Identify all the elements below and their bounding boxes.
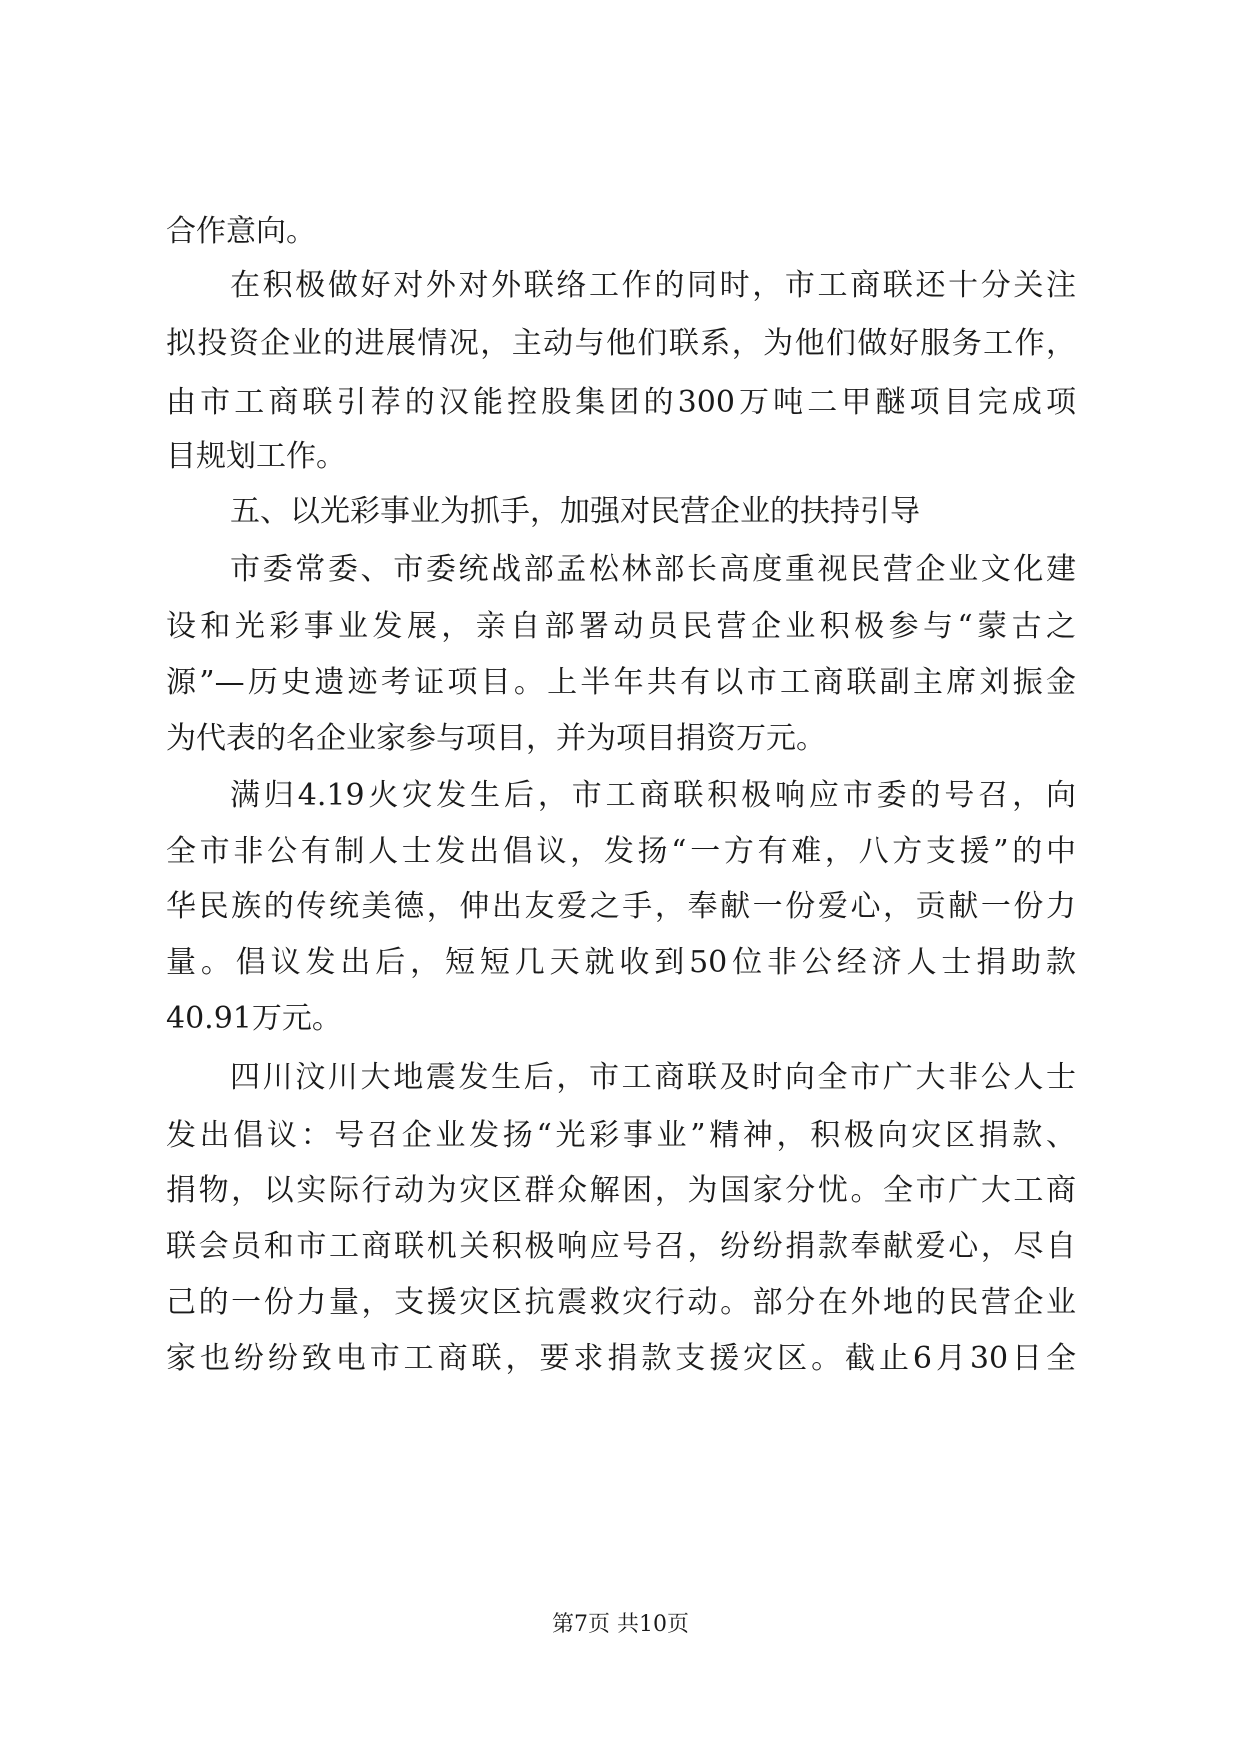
body-line: 设和光彩事业发展，亲自部署动员民营企业积极参与“蒙古之 [166,609,1076,644]
body-line: 市委常委、市委统战部孟松林部长高度重视民营企业文化建 [230,552,1076,587]
body-line: 满归4.19火灾发生后，市工商联积极响应市委的号召，向 [230,778,1076,813]
body-line: 捐物，以实际行动为灾区群众解困，为国家分忧。全市广大工商 [166,1173,1076,1208]
body-line: 量。倡议发出后，短短几天就收到50位非公经济人士捐助款 [166,945,1076,980]
page-number-footer: 第7页 共10页 [552,1612,689,1637]
body-line: 在积极做好对外对外联络工作的同时，市工商联还十分关注 [230,268,1076,303]
body-line: 己的一份力量，支援灾区抗震救灾行动。部分在外地的民营企业 [166,1285,1076,1320]
body-line: 源”—历史遗迹考证项目。上半年共有以市工商联副主席刘振金 [166,665,1076,700]
body-line: 目规划工作。 [166,439,346,474]
body-line: 发出倡议：号召企业发扬“光彩事业”精神，积极向灾区捐款、 [166,1118,1076,1153]
section-heading: 五、以光彩事业为抓手，加强对民营企业的扶持引导 [230,494,920,529]
body-line: 四川汶川大地震发生后，市工商联及时向全市广大非公人士 [230,1060,1076,1095]
body-line: 全市非公有制人士发出倡议，发扬“一方有难，八方支援”的中 [166,834,1076,869]
body-line: 家也纷纷致电市工商联，要求捐款支援灾区。截止6月30日全 [166,1341,1076,1376]
body-line: 华民族的传统美德，伸出友爱之手，奉献一份爱心，贡献一份力 [166,889,1076,924]
body-line: 由市工商联引荐的汉能控股集团的300万吨二甲醚项目完成项 [166,385,1076,420]
body-line: 合作意向。 [166,214,316,249]
body-line: 拟投资企业的进展情况，主动与他们联系，为他们做好服务工作， [166,326,1076,361]
body-line: 为代表的名企业家参与项目，并为项目捐资万元。 [166,721,826,756]
body-line: 40.91万元。 [166,1001,342,1036]
body-line: 联会员和市工商联机关积极响应号召，纷纷捐款奉献爱心，尽自 [166,1229,1076,1264]
